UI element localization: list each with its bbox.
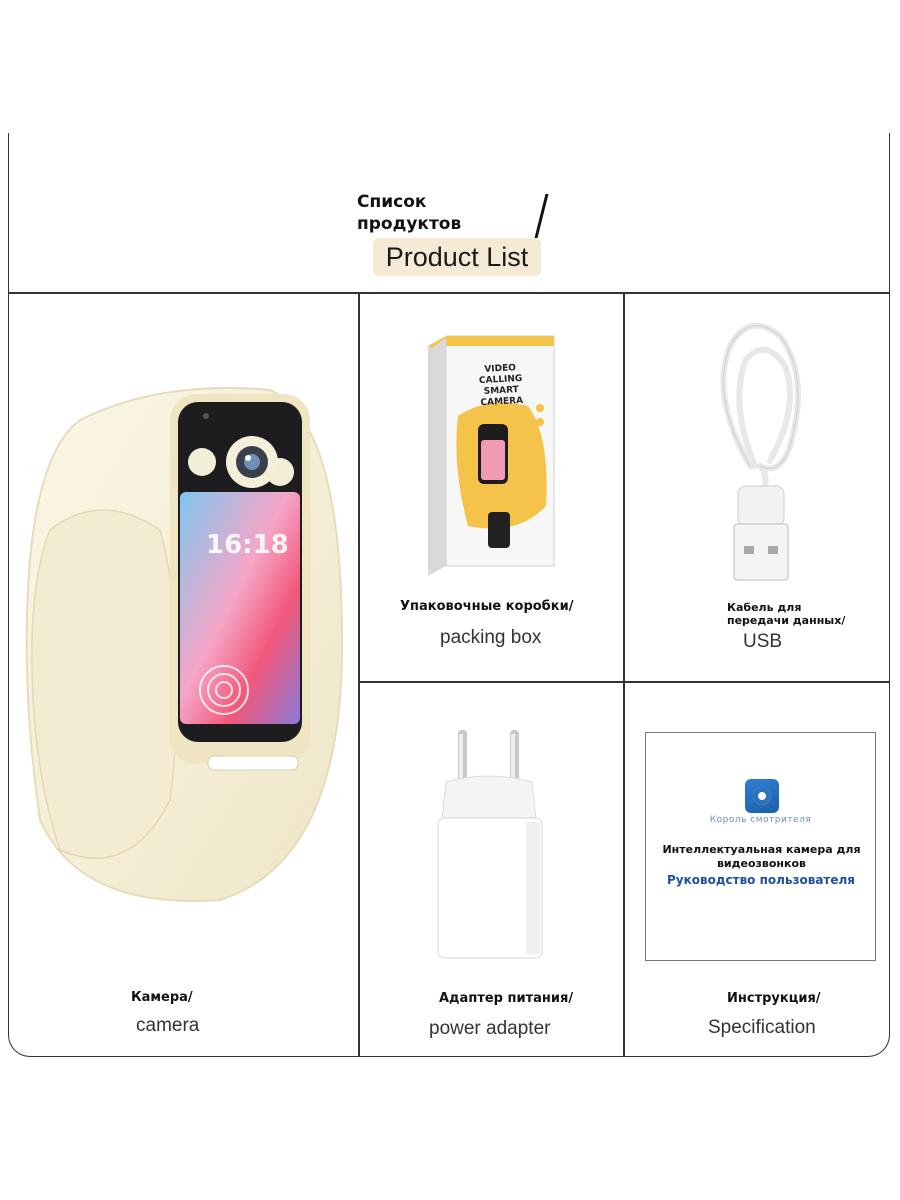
app-logo-icon [745, 779, 779, 813]
column-divider-right [623, 292, 625, 1057]
item-label-en-packing-box: packing box [440, 627, 542, 648]
item-label-ru-power-adapter: Адаптер питания/ [439, 991, 574, 1006]
packing-box-print: VIDEO CALLING SMART CAMERA [478, 363, 524, 409]
camera-screen-time: 16:18 [206, 530, 289, 560]
row-divider [358, 681, 890, 683]
item-label-ru-camera: Камера/ [131, 990, 193, 1005]
manual-subtitle: Руководство пользователя [666, 873, 856, 887]
camera-image [20, 380, 350, 920]
power-adapter-image [436, 730, 546, 960]
item-label-en-usb: USB [743, 631, 783, 652]
item-label-ru-usb: Кабель для передачи данных/ [727, 601, 846, 627]
manual-brand: Король смотрителя [709, 815, 812, 825]
item-label-en-power-adapter: power adapter [429, 1018, 551, 1039]
manual-title: Интеллектуальная камера для видеозвонков [662, 843, 861, 870]
usb-cable-image [710, 316, 810, 586]
item-label-ru-packing-box: Упаковочные коробки/ [400, 599, 574, 614]
item-label-en-camera: camera [136, 1015, 200, 1036]
page-title-en: Product List [373, 238, 541, 276]
item-label-ru-specification: Инструкция/ [727, 991, 821, 1006]
page-title-ru: Список продуктов [357, 192, 462, 234]
manual-card [645, 732, 876, 961]
header-divider [8, 292, 890, 294]
item-label-en-specification: Specification [708, 1017, 816, 1038]
column-divider-left [358, 292, 360, 1057]
